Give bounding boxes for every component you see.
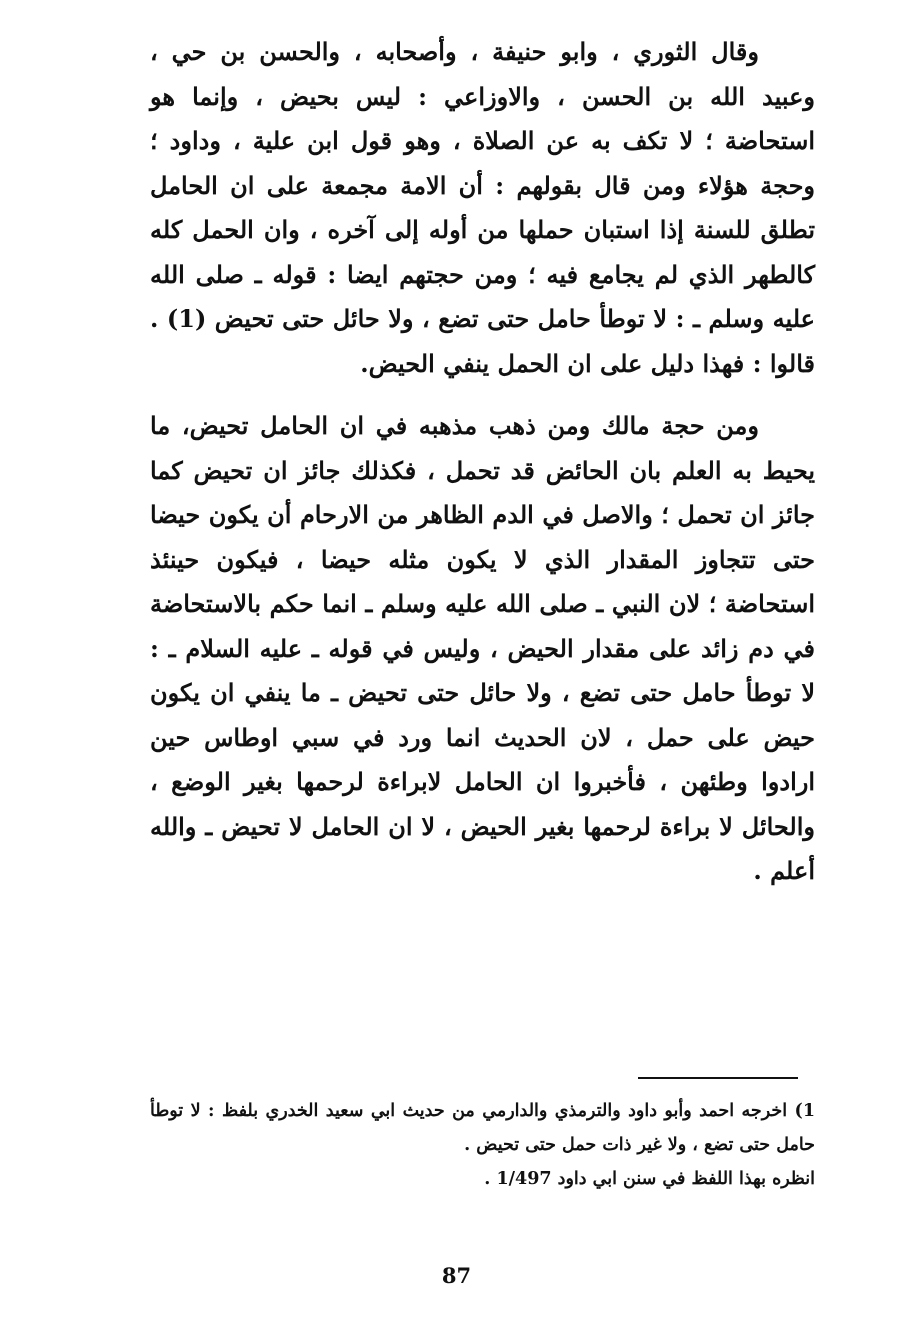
page-number: 87 xyxy=(441,1263,472,1288)
footnote-divider xyxy=(638,1077,798,1079)
footnote-1: 1) اخرجه احمد وأبو داود والترمذي والدارمي من حديث ابي سعيد الخدري بلفظ : لا توطأ حامل حتى تضع ، ولا غير ذات حمل حتى تحيض . xyxy=(150,1101,815,1155)
paragraph-2: ومن حجة مالك ومن ذهب مذهبه في ان الحامل تحيض، ما يحيط به العلم بان الحائض قد تحمل ، فكذلك جائز ان تحيض كما جائز ان تحمل ؛ والاصل في الدم الظاهر من الارحام أن يكون حيضا حتى تتجاوز المقدار الذي لا يكون مثله حيضا ، فيكون حينئذ استحاضة ؛ لان النبي ـ صلى الله عليه وسلم ـ انما حكم بالاستحاضة في دم زائد على مقدار الحيض ، وليس في قوله ـ عليه السلام ـ : لا توطأ حامل حتى تضع ، ولا حائل حتى تحيض ـ ما ينفي ان يكون حيض على حمل ، لان الحديث انما ورد في سبي اوطاس حين ارادوا وطئهن ، فأخبروا ان الحامل لابراءة لرحمها بغير الوضع ، والحائل لا براءة لرحمها بغير الحيض ، لا ان الحامل لا تحيض ـ والله أعلم . xyxy=(150,411,816,885)
footnotes xyxy=(150,1094,815,1196)
footnote-1-reference: انظره بهذا اللفظ في سنن ابي داود 1/497 . xyxy=(484,1169,815,1189)
main-text xyxy=(150,30,815,894)
paragraph-1: وقال الثوري ، وابو حنيفة ، وأصحابه ، والحسن بن حي ، وعبيد الله بن الحسن ، والاوزاعي : ليس بحيض ، وإنما هو استحاضة ؛ لا تكف به عن الصلاة ، وهو قول ابن علية ، وداود ؛ وحجة هؤلاء ومن قال بقولهم : أن الامة مجمعة على ان الحامل تطلق للسنة إذا استبان حملها من أوله إلى آخره ، وان الحمل كله كالطهر الذي لم يجامع فيه ؛ ومن حجتهم ايضا : قوله ـ صلى الله عليه وسلم ـ : لا توطأ حامل حتى تضع ، ولا حائل حتى تحيض (1) . قالوا : فهذا دليل على ان الحمل ينفي الحيض. xyxy=(150,37,815,378)
